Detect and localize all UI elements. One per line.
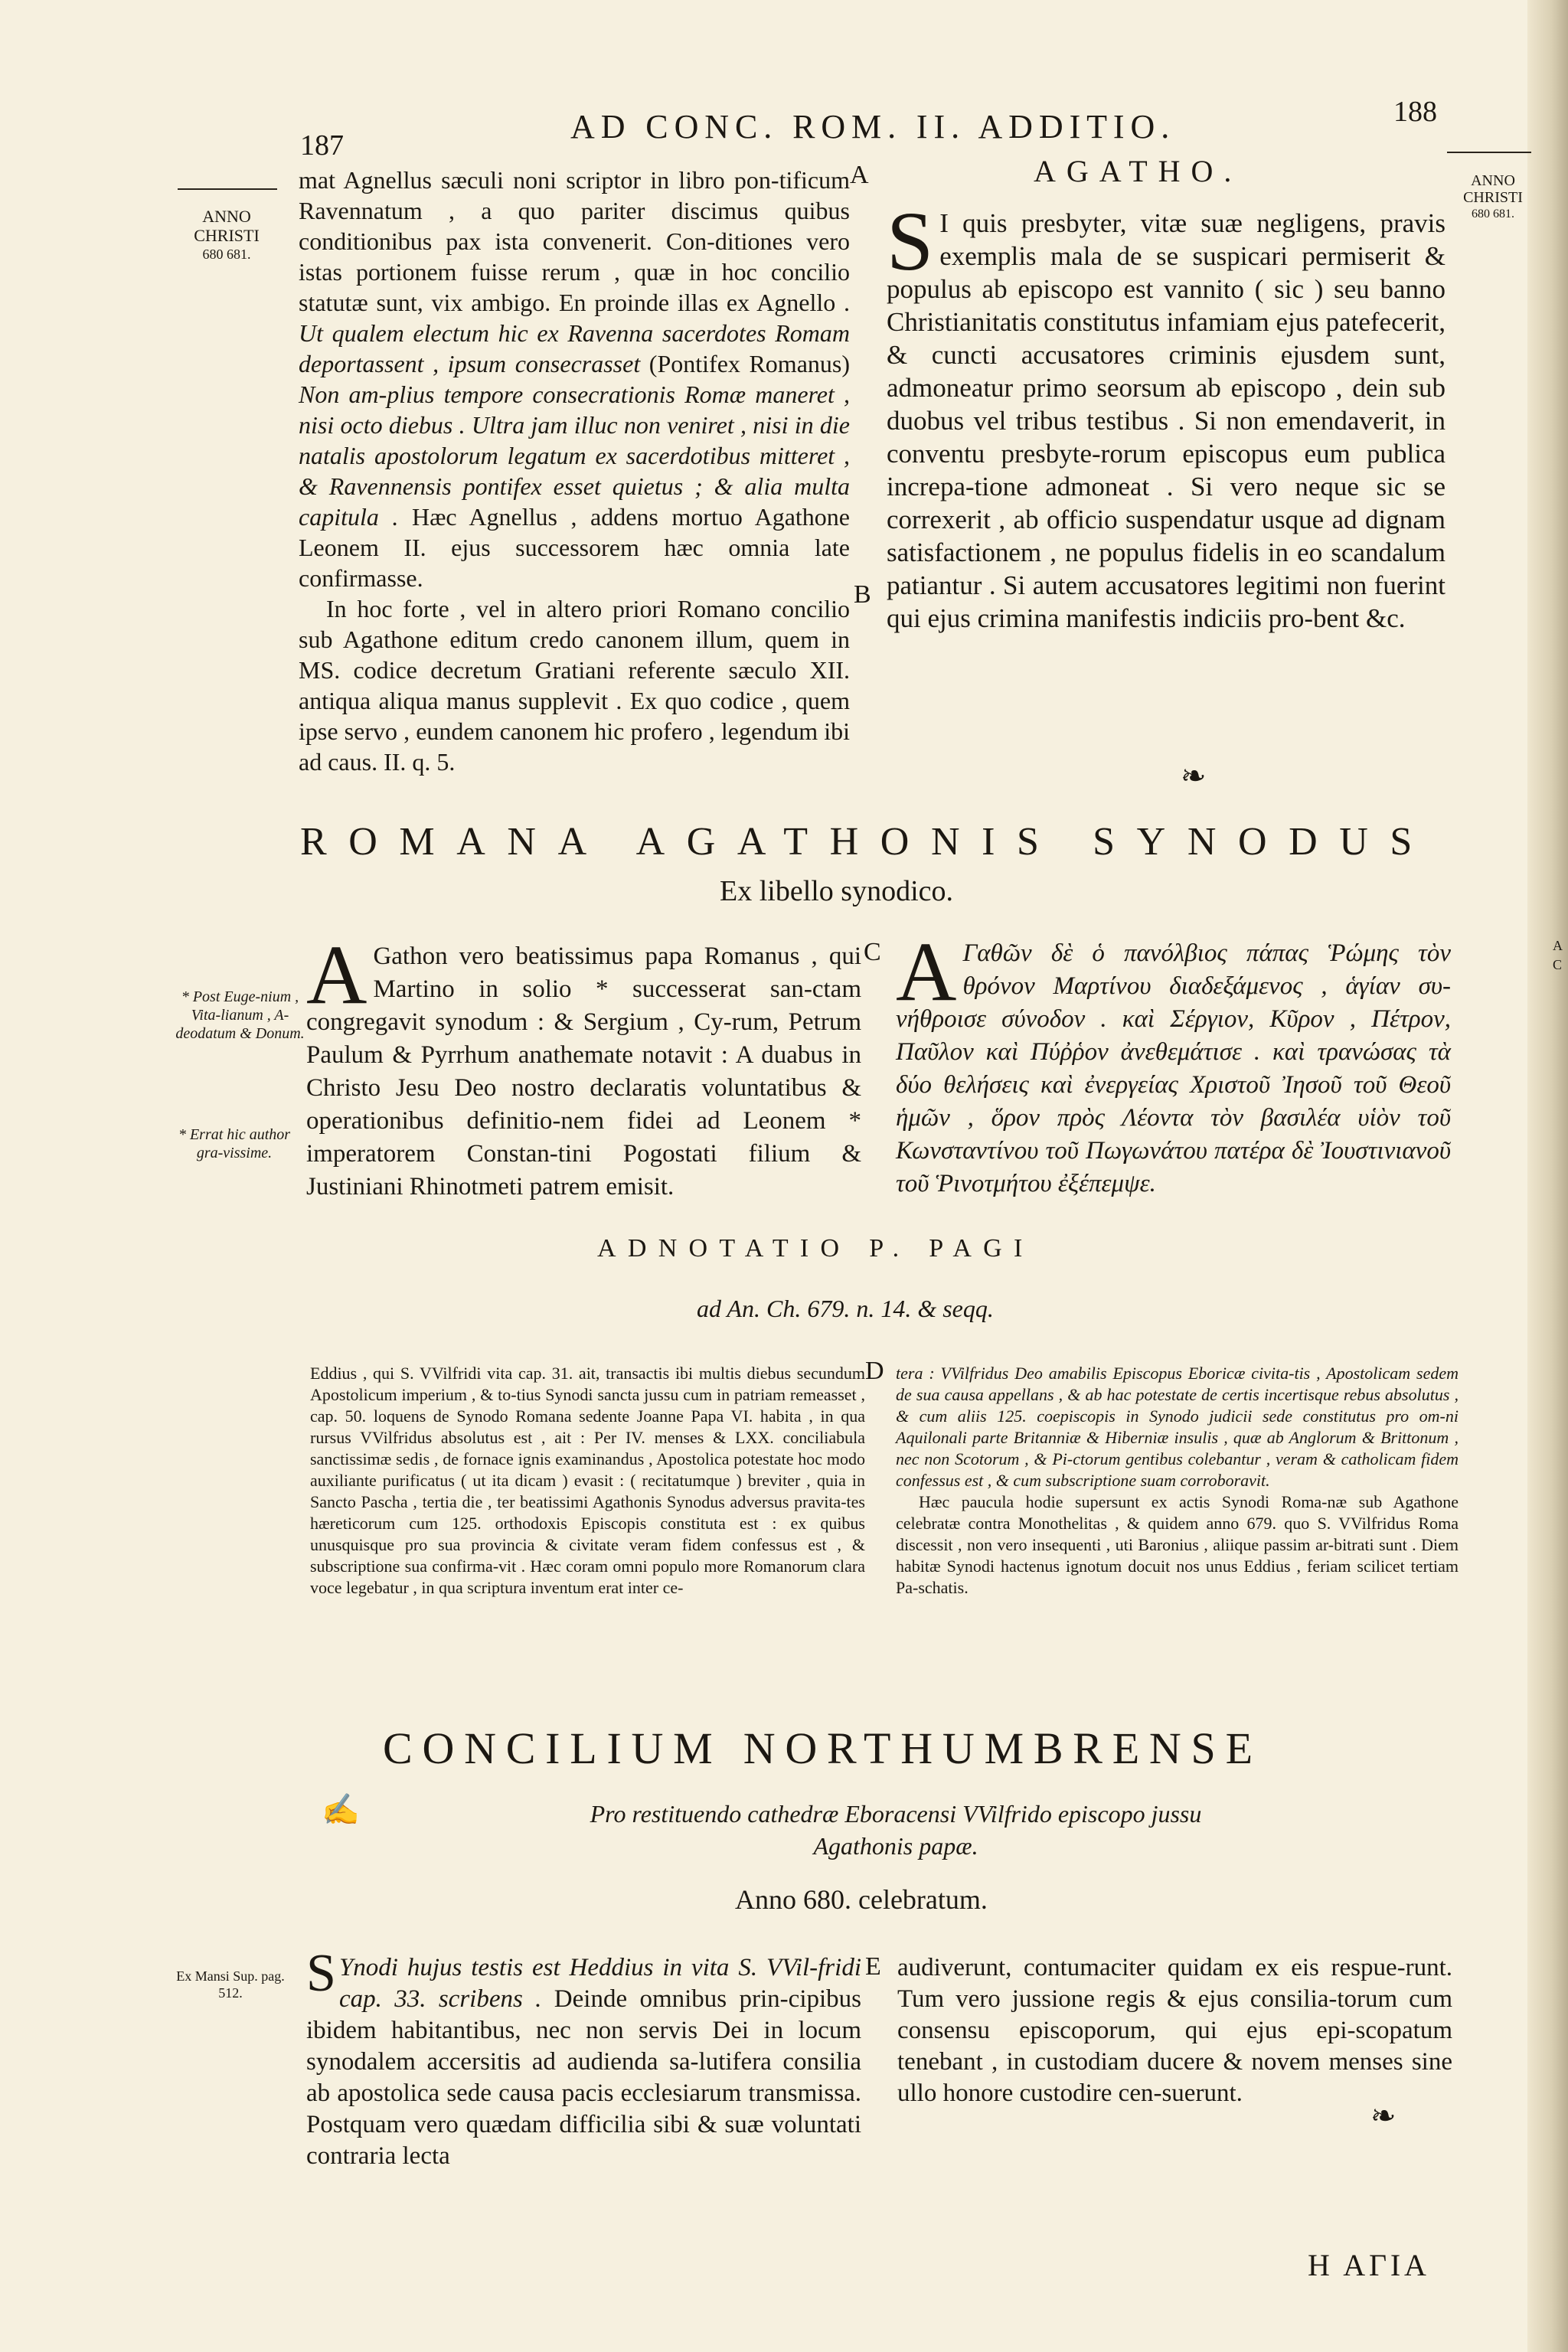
christi-line: CHRISTI bbox=[194, 226, 260, 245]
agatho-heading: AGATHO. bbox=[1034, 154, 1243, 188]
anno-line: ANNO bbox=[202, 207, 251, 226]
section-letter-a: A bbox=[850, 161, 869, 189]
far-right-letter-c: C bbox=[1553, 957, 1563, 972]
far-right-letter-a: A bbox=[1553, 938, 1563, 953]
dropcap-s-concilium: S bbox=[306, 1944, 336, 2003]
adnotatio-right-text: tera : VVilfridus Deo amabilis Episcopus Eboricæ civita-tis , Apostolicam sedem de sua causa appellans , & ab hac potestate de certis incertisque rebus absolutus , & cum aliis 125. coepiscopis in Synodo judicii sede constitutus pro om-ni Aquilonali parte Britanniæ & Hiberniæ insulis , quæ ab Anglorum & Brittonum , nec non Scotorum , & Pi-ctorum gentibus colebantur , veram & catholicam fidem confessus est , & cum subscriptione suam corroboravit. Hæc paucula hodie supersunt ex actis Synodi Roma-næ sub Agathone celebratæ contra Monothelitas , & quidem anno 679. quo S. VVilfridus Roma discessit , non vero insequenti , uti Baronius , aliique passim ar-bitrati sunt . Diem habitæ Synodi hactenus ignotum docuit nos unus Eddius , feriam scilicet tertiam Pa-schatis. bbox=[896, 1364, 1459, 1597]
synodus-greek-text: A Γαθῶν δὲ ὁ πανόλβιος πάπας Ῥώμης τὸν θρόνον Μαρτίνου διαδεξάμενος , ἁγίαν συ-νήθροισε σύνοδον . καὶ Σέργιον, Κῦρον , Πέτρον, Παῦλον καὶ Πύῤῥον ἀνεθεμάτισε . καὶ τρανώσας τὰ δύο θελήσεις καὶ ἐνεργείας Χριστοῦ Ἰησοῦ τοῦ Θεοῦ ἡμῶν , ὅρον πρὸς Λέοντα τὸν βασιλέα υἱὸν τοῦ Κωνσταντίνου τοῦ Πωγωνάτου πατέρα δὲ Ἰουστινιανοῦ τοῦ Ῥινοτμήτου ἐξέπεμψε. bbox=[896, 925, 1451, 1197]
ex-mansi-note: Ex Mansi Sup. pag. 512. bbox=[176, 1968, 285, 2001]
section-letter-b: B bbox=[854, 580, 871, 609]
synodus-subheading: Ex libello synodico. bbox=[720, 875, 954, 907]
concilium-heading: CONCILIUM NORTHUMBRENSE bbox=[383, 1723, 1263, 1773]
concilium-subtitle: Pro restituendo cathedræ Eboracensi VVilfrido episcopo jussu Agathonis papæ. bbox=[590, 1800, 1202, 1860]
years-line: 680 681. bbox=[1472, 207, 1514, 220]
adnotatio-heading: ADNOTATIO P. PAGI bbox=[597, 1234, 1034, 1263]
section-letter-c: C bbox=[864, 938, 881, 966]
page-edge bbox=[1527, 0, 1568, 2352]
footnote-errat: * Errat hic author gra-vissime. bbox=[178, 1126, 291, 1161]
synodus-heading: ROMANA AGATHONIS SYNODUS bbox=[300, 820, 1434, 864]
paragraph-agnellus: mat Agnellus sæculi noni scriptor in libro pon-tificum Ravennatum , a quo pariter discimus quibus conditionibus pax ista convenerit. Con-ditiones vero istas portionem fuisse rerum , quæ in hoc concilio statutæ sunt, vix ambigo. En proinde illas ex Agnello . Ut qualem electum hic ex Ravenna sacerdotes Romam deportassent , ipsum consecrasset (Pontifex Romanus) Non am-plius tempore consecrationis Romæ maneret , nisi octo diebus . Ultra jam illuc non veniret , nisi in die natalis apostolorum legatum ex sacerdotibus mitteret , & Ravennensis pontifex esset quietus ; & alia multa capitula . Hæc Agnellus , addens mortuo Agathone Leonem II. ejus successorem hæc omnia late confirmasse. bbox=[299, 166, 851, 592]
adnotatio-subheading: ad An. Ch. 679. n. 14. & seqq. bbox=[697, 1295, 994, 1322]
years-line: 680 681. bbox=[202, 247, 251, 262]
running-title: AD CONC. ROM. II. ADDITIO. bbox=[570, 108, 1176, 145]
paragraph-canon: In hoc forte , vel in altero priori Romano concilio sub Agathone editum credo canonem illum, quem in MS. codice decretum Gratiani referente sæculo XII. antiqua aliqua manus supplevit . Ex quo codice , quem ipse servo , eundem canonem hic profero , legendum ibi ad caus. II. q. 5. bbox=[299, 595, 850, 776]
concilium-right-text: audiverunt, contumaciter quidam ex eis respue-runt. Tum vero jussione regis & ejus consilia-torum cum consensu episcoporum, qui ejus epi-scopatum tenebant , in custodiam ducere & novem menses sine ullo honore custodire cen-suerunt. bbox=[897, 1954, 1452, 2107]
dropcap-a-latin: A bbox=[306, 928, 368, 1021]
christi-line: CHRISTI bbox=[1463, 189, 1523, 206]
synodus-latin-text: A Gathon vero beatissimus papa Romanus , qui Martino in solio * successerat san-ctam congregavit synodum : & Sergium , Cy-rum, Petrum Paulum & Pyrrhum anathemate notavit : A duabus in Christo Jesu Deo nostro declaratis voluntatibus & operationibus definitio-nem fidei ad Leonem * imperatorem Constan-tini Pogostati filium & Justiniani Rhinotmeti patrem emisit. bbox=[306, 928, 861, 1200]
leaf-ornament-icon: ❧ bbox=[1181, 759, 1207, 793]
page-number-left: 187 bbox=[300, 129, 344, 162]
anno-margin-right bbox=[1459, 172, 1527, 223]
concilium-left-text: S Ynodi hujus testis est Heddius in vita S. VVil-fridi cap. 33. scribens . Deinde omnibus prin-cipibus ibidem habitantibus, nec non servis Dei in locum synodalem accersitis ad audienda sa-lutifera consilia ab apostolica sede causa pacis ecclesiarum transmissa. Postquam vero quædam difficilia sibi & suæ voluntati contraria lecta bbox=[306, 1944, 861, 2170]
catchword: H AΓIA bbox=[1308, 2248, 1430, 2282]
page-number-right: 188 bbox=[1393, 96, 1437, 128]
adnotatio-left-text: Eddius , qui S. VVilfridi vita cap. 31. ait, transactis ibi multis diebus secundum Apostolicum imperium , & to-tius Synodi sancta jussu cum in patriam remeasset , cap. 50. loquens de Synodo Romana sedente Joanne Papa VI. habita , in qua rursus VVilfridus absolutus est , ait : Per IV. menses & LXX. conciliabula sanctissimæ sedis , de fornace ignis examinandus , Apostolica potestate hoc modo auxiliante purificatus ( ut ita dicam ) evasit : ( recitatumque ) breviter , quia in Sancto Pascha , tertia die , ter beatissimi Agathonis Synodus adversus pravita-tes hæreticorum cum 125. orthodoxis Episcopis constituta est : ex quibus unusquisque pro sua provincia & civitate veram fidem confessus est , & subscriptione sua confirma-vit . Hæc coram omni populo more Romanorum clara voce legebatur , in qua scriptura inventum erat inter ce- bbox=[310, 1364, 865, 1597]
margin-rule-right bbox=[1447, 152, 1531, 153]
margin-rule-left bbox=[178, 188, 277, 190]
hand-ornament-icon: ✍ bbox=[322, 1792, 360, 1827]
concilium-year: Anno 680. celebratum. bbox=[735, 1884, 988, 1915]
dropcap-a-greek: A bbox=[896, 925, 957, 1018]
anno-line: ANNO bbox=[1471, 172, 1515, 189]
anno-margin-left bbox=[173, 207, 280, 264]
footnote-post-eugenium: * Post Euge-nium , Vita-lianum , A-deodatum & Donum. bbox=[175, 988, 305, 1042]
canon-text: S I quis presbyter, vitæ suæ negligens, pravis exemplis mala de se suspicari permiserit & populus ab episcopo est vannito ( sic ) seu banno Christianitatis constitutus infamiam ejus patefecerit, & cuncti accusatores criminis ejusdem sunt, admoneatur primo seorsum ab episcopo , dein sub duobus vel tribus testibus . Si non emendaverit, in conventu presbyte-rorum episcopus eum publica increpa-tione admoneat . Si vero neque sic se correxerit , ab officio suspendatur usque ad dignam satisfactionem , ne populus fidelis in eo scandalum patiantur . Si autem accusatores legitimi non fuerint qui ejus crimina manifestis indiciis pro-bent &c. bbox=[887, 194, 1446, 633]
section-letter-d: D bbox=[865, 1357, 884, 1385]
leaf-ornament-icon: ❧ bbox=[1370, 2099, 1396, 2133]
dropcap-s: S bbox=[887, 194, 934, 288]
left-column-commentary bbox=[299, 165, 850, 777]
section-letter-e: E bbox=[865, 1952, 881, 1981]
